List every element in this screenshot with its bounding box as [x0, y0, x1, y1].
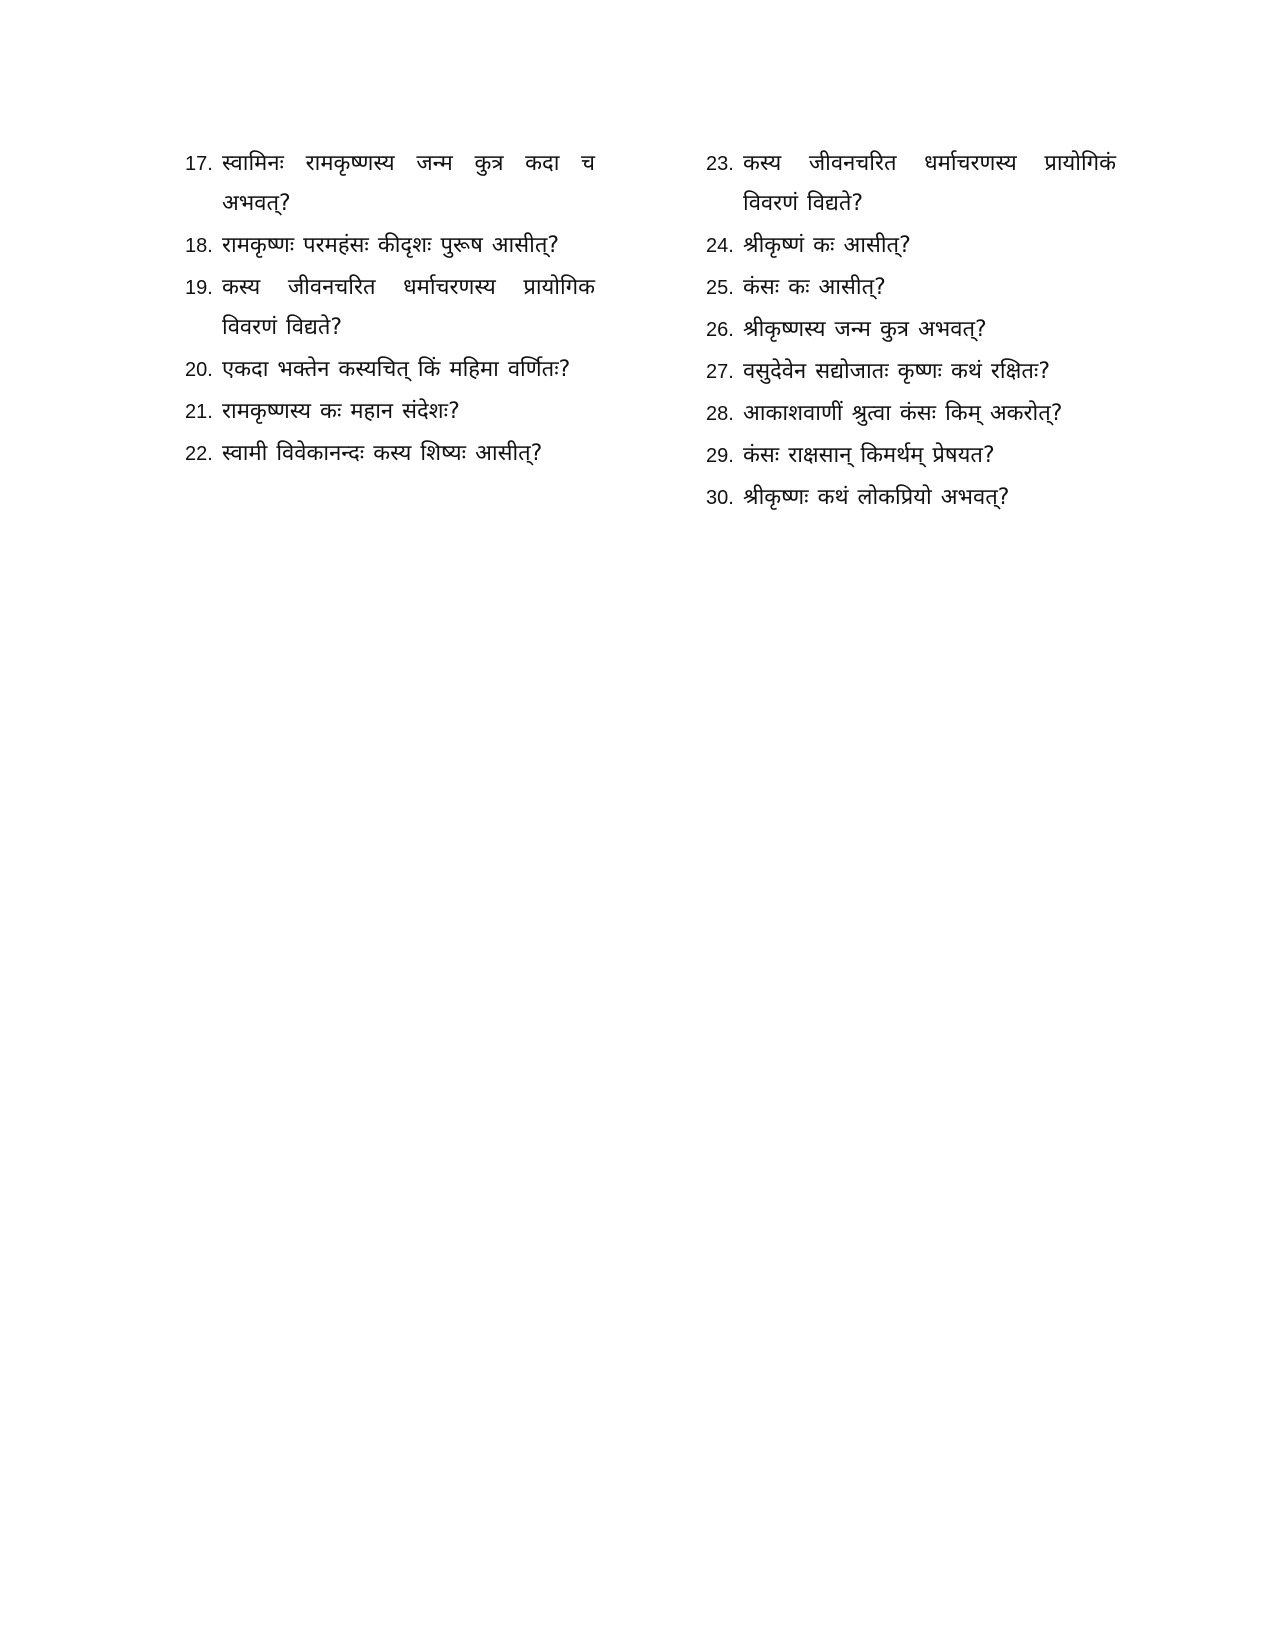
question-item [185, 144, 595, 224]
question-item [706, 310, 1116, 350]
question-item [706, 478, 1116, 518]
question-text: स्वामी विवेकानन्दः कस्य शिष्यः आसीत्? [222, 441, 543, 466]
question-item [185, 392, 595, 432]
question-item [185, 350, 595, 390]
question-text: श्रीकृष्णस्य जन्म कुत्र अभवत्? [743, 317, 987, 342]
question-text: कंसः कः आसीत्? [743, 275, 886, 300]
question-list-right [706, 144, 1116, 520]
question-number: 29. [706, 445, 734, 467]
question-list-left [185, 144, 595, 476]
question-item [185, 434, 595, 474]
question-item [706, 436, 1116, 476]
question-item [706, 226, 1116, 266]
question-text: कंसः राक्षसान् किमर्थम् प्रेषयत? [743, 443, 995, 468]
question-number: 21. [185, 401, 213, 423]
question-number: 28. [706, 403, 734, 425]
question-number: 26. [706, 319, 734, 341]
question-number: 23. [706, 153, 734, 175]
question-text: कस्य जीवनचरित धर्माचरणस्य प्रायोगिक विवरणं विद्यते? [222, 275, 595, 340]
question-text: वसुदेवेन सद्योजातः कृष्णः कथं रक्षितः? [743, 359, 1051, 384]
question-number: 22. [185, 443, 213, 465]
question-number: 24. [706, 235, 734, 257]
question-text: कस्य जीवनचरित धर्माचरणस्य प्रायोगिकं विवरणं विद्यते? [743, 151, 1116, 216]
question-number: 18. [185, 235, 213, 257]
question-text: स्वामिनः रामकृष्णस्य जन्म कुत्र कदा च अभवत्? [222, 151, 595, 216]
question-number: 17. [185, 153, 213, 175]
question-text: आकाशवाणीं श्रुत्वा कंसः किम् अकरोत्? [743, 401, 1063, 426]
question-text: रामकृष्णस्य कः महान संदेशः? [222, 399, 460, 424]
question-item [706, 352, 1116, 392]
question-text: श्रीकृष्णं कः आसीत्? [743, 233, 911, 258]
question-text: श्रीकृष्णः कथं लोकप्रियो अभवत्? [743, 485, 1010, 510]
question-item [706, 144, 1116, 224]
question-number: 30. [706, 487, 734, 509]
question-item [706, 268, 1116, 308]
question-item [185, 268, 595, 348]
question-number: 20. [185, 359, 213, 381]
question-item [185, 226, 595, 266]
question-item [706, 394, 1116, 434]
question-number: 25. [706, 277, 734, 299]
question-text: एकदा भक्तेन कस्यचित् किं महिमा वर्णितः? [222, 357, 571, 382]
question-text: रामकृष्णः परमहंसः कीदृशः पुरूष आसीत्? [222, 233, 560, 258]
question-number: 19. [185, 277, 213, 299]
question-number: 27. [706, 361, 734, 383]
